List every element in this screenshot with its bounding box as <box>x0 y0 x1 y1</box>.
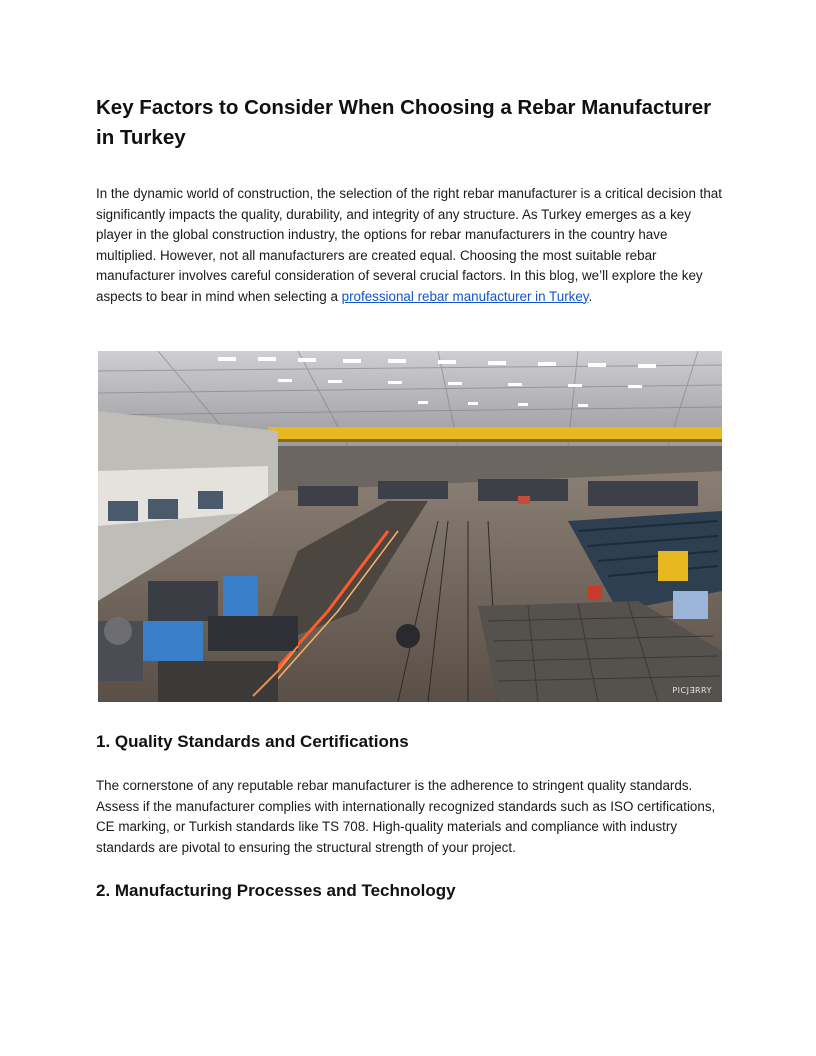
document-title: Key Factors to Consider When Choosing a Rebar Manufacturer in Turkey <box>96 96 712 149</box>
section-2-heading: 2. Manufacturing Processes and Technology <box>96 881 456 900</box>
image-watermark: PICJ∃RRY <box>672 686 712 695</box>
factory-illustration <box>98 351 722 702</box>
factory-photo <box>98 351 722 702</box>
section-1-heading: 1. Quality Standards and Certifications <box>96 732 409 751</box>
rebar-manufacturer-link[interactable]: professional rebar manufacturer in Turkey <box>341 288 589 304</box>
intro-paragraph <box>96 184 722 307</box>
section-1-body: The cornerstone of any reputable rebar manufacturer is the adherence to stringent quality standards. Assess if the manufacturer complies with internationally recognized standards such as ISO certifications, CE marking, or Turkish standards like TS 708. High-quality materials and compliance with industry standards are pivotal to ensuring the structural strength of your project. <box>96 778 716 855</box>
intro-end: . <box>588 288 593 304</box>
intro-text: In the dynamic world of construction, the selection of the right rebar manufacturer is a critical decision that significantly impacts the quality, durability, and integrity of any structure. As Turkey emerges as a key player in the global construction industry, the options for rebar manufacturers in the country have multiplied. However, not all manufacturers are created equal. Choosing the most suitable rebar manufacturer involves careful consideration of several crucial factors. In this blog, we’ll explore the key aspects to bear in mind when selecting a <box>96 186 722 304</box>
